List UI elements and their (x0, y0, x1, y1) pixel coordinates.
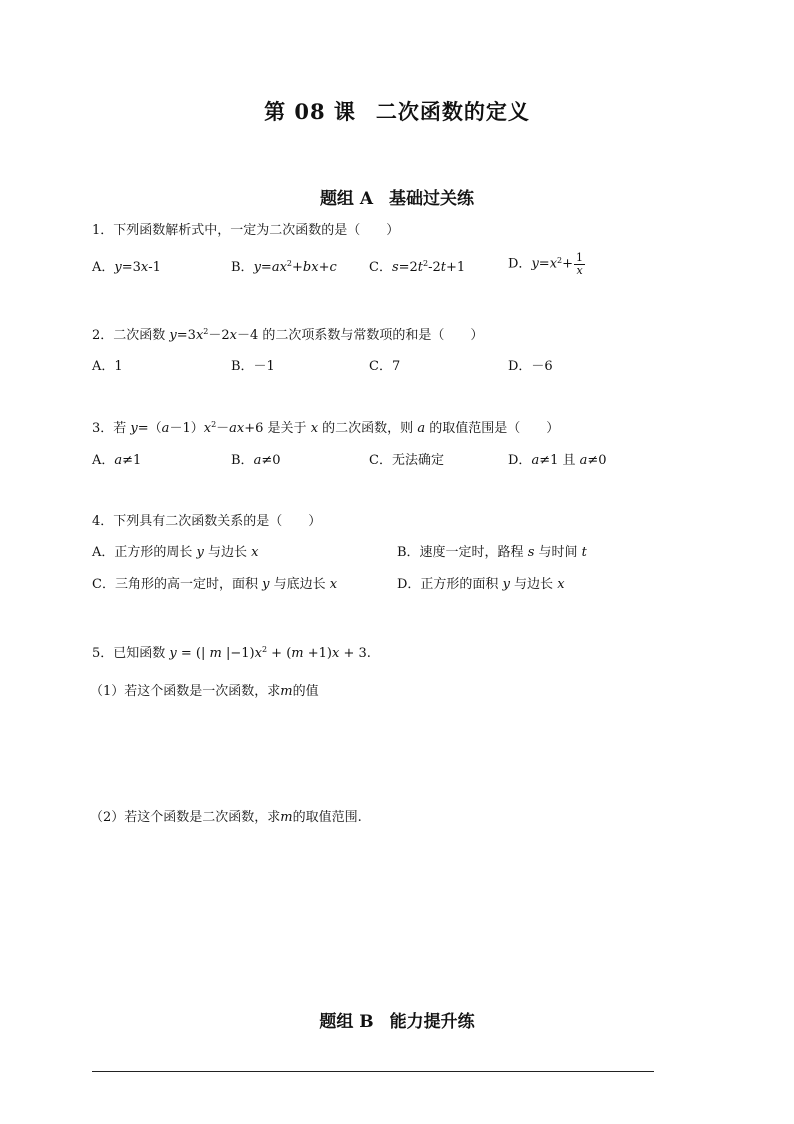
group-a-title: 基础过关练 (389, 189, 475, 209)
question-1-option-d: D．$y=x^2+$ $\frac{1}{x}$ (508, 251, 584, 277)
lesson-number: 第 08 课 (264, 99, 356, 124)
group-b-label: 题组 B (319, 1012, 374, 1032)
question-4-option-d: D．正方形的面积 y 与边长 x (397, 577, 565, 592)
question-4-option-c: C．三角形的高一定时，面积 y 与底边长 x (92, 577, 338, 592)
question-3-option-c: C．无法确定 (369, 453, 444, 468)
question-4-stem: 4．下列具有二次函数关系的是（ ） (92, 514, 322, 529)
group-b-heading (0, 1007, 794, 1032)
question-1-option-b: B．$y=ax^2+bx+c$ (231, 259, 337, 275)
question-1-stem: 1．下列函数解析式中，一定为二次函数的是（ ） (92, 223, 400, 238)
group-b-title: 能力提升练 (389, 1012, 475, 1032)
question-2-stem: 2．二次函数 $y=3x^2-2x-4$ 的二次项系数与常数项的和是（ ） (92, 327, 484, 343)
question-3-stem: 3．若 $y=(a-1)x^2-ax+6$ 是关于 x 的二次函数，则 a 的取值范围是（ ） (92, 420, 560, 436)
question-5-part-1: （1）若这个函数是一次函数，求m的值 (90, 684, 319, 699)
question-5-stem: 5．已知函数 y = (| m $|-1)x^2 + (m +1)x + 3$. (92, 645, 371, 661)
page-title (0, 96, 794, 126)
question-2-option-b: B．－1 (231, 359, 275, 374)
group-a-heading (0, 184, 794, 209)
group-a-label: 题组 A (319, 189, 374, 209)
question-2-option-d: D．－6 (508, 359, 553, 374)
lesson-topic: 二次函数的定义 (375, 99, 530, 124)
question-2-option-a: A．1 (92, 359, 123, 374)
fraction-1-over-x: $\frac{1}{x}$ (576, 251, 584, 277)
question-1-option-a: A．y=3x-1 (92, 260, 161, 275)
question-4-option-b: B．速度一定时，路程 s 与时间 t (397, 545, 587, 560)
question-5-part-2: （2）若这个函数是二次函数，求m的取值范围. (90, 810, 362, 825)
footer-divider (92, 1071, 654, 1072)
question-3-option-b: B．a≠0 (231, 453, 281, 468)
question-1-option-c: C．$s=2t^2-2t+1$ (369, 259, 466, 275)
question-2-option-c: C．7 (369, 359, 401, 374)
question-3-option-d: D．a≠1 且 a≠0 (508, 453, 607, 468)
question-3-option-a: A．a≠1 (92, 453, 142, 468)
question-4-option-a: A．正方形的周长 y 与边长 x (92, 545, 259, 560)
